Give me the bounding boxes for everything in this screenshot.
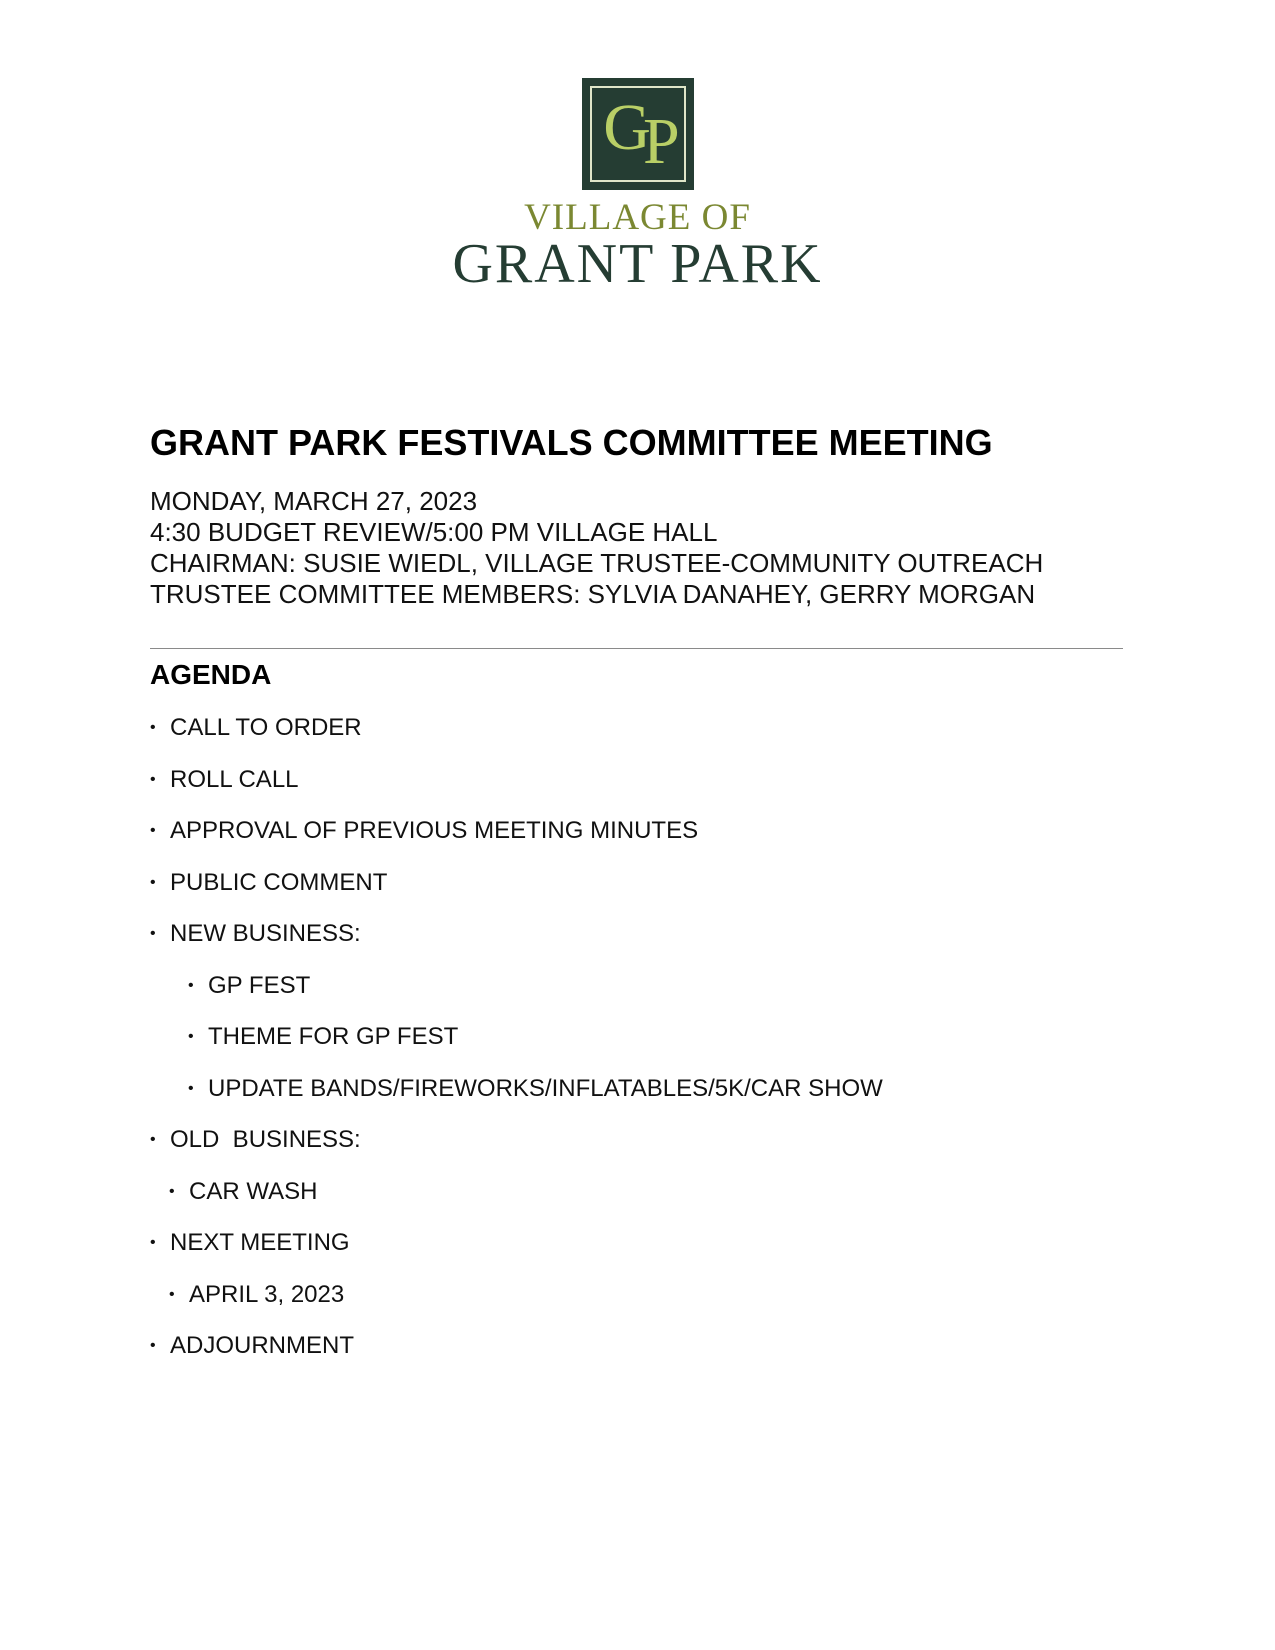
bullet-icon: • bbox=[188, 1028, 194, 1045]
logo-grant-park: GRANT PARK bbox=[452, 233, 823, 295]
monogram-p: P bbox=[642, 105, 672, 178]
agenda-item-text: CAR WASH bbox=[189, 1177, 318, 1205]
agenda-subitem bbox=[150, 1073, 1150, 1125]
agenda-subitem bbox=[150, 1176, 1150, 1228]
agenda-subitem bbox=[150, 970, 1150, 1022]
village-logo bbox=[0, 78, 1275, 295]
bullet-icon: • bbox=[150, 770, 156, 788]
monogram-g: G bbox=[603, 91, 643, 164]
meeting-members: TRUSTEE COMMITTEE MEMBERS: SYLVIA DANAHEY, GERRY MORGAN bbox=[150, 579, 1036, 609]
agenda-item-text: THEME FOR GP FEST bbox=[208, 1023, 459, 1050]
agenda-item bbox=[150, 918, 1150, 970]
meeting-chairman: CHAIRMAN: SUSIE WIEDL, VILLAGE TRUSTEE-COMMUNITY OUTREACH bbox=[150, 548, 1044, 578]
agenda-item-text: NEW BUSINESS: bbox=[170, 920, 361, 947]
monogram-letters bbox=[582, 88, 694, 178]
agenda-item-text: OLD BUSINESS: bbox=[170, 1126, 361, 1153]
agenda-item-text: GP FEST bbox=[208, 971, 311, 999]
bullet-icon: • bbox=[188, 1079, 194, 1097]
agenda-item bbox=[150, 764, 1150, 816]
agenda-item-text: PUBLIC COMMENT bbox=[170, 868, 388, 896]
gp-monogram-mark bbox=[582, 78, 694, 190]
agenda-item-text: UPDATE BANDS/FIREWORKS/INFLATABLES/5K/CAR SHOW bbox=[208, 1074, 883, 1102]
agenda-item bbox=[150, 1124, 1150, 1176]
agenda-item bbox=[150, 1227, 1150, 1279]
agenda-item-text: ADJOURNMENT bbox=[170, 1332, 354, 1359]
agenda-item-text: ROLL CALL bbox=[170, 765, 299, 793]
agenda-subitem bbox=[150, 1021, 1150, 1073]
bullet-icon: • bbox=[169, 1285, 175, 1303]
agenda-subitem bbox=[150, 1279, 1150, 1331]
bullet-icon: • bbox=[150, 1234, 156, 1251]
logo-village-of: VILLAGE OF bbox=[524, 197, 751, 238]
agenda-item bbox=[150, 1330, 1150, 1382]
meeting-time-location: 4:30 BUDGET REVIEW/5:00 PM VILLAGE HALL bbox=[150, 517, 718, 547]
meeting-title: GRANT PARK FESTIVALS COMMITTEE MEETING bbox=[150, 422, 993, 463]
bullet-icon: • bbox=[150, 925, 156, 942]
agenda-item bbox=[150, 712, 1150, 764]
agenda-item-text: CALL TO ORDER bbox=[170, 714, 362, 741]
bullet-icon: • bbox=[188, 976, 194, 994]
bullet-icon: • bbox=[169, 1182, 175, 1200]
bullet-icon: • bbox=[150, 1131, 156, 1148]
bullet-icon: • bbox=[150, 822, 156, 839]
section-divider bbox=[150, 648, 1123, 649]
agenda-item-text: NEXT MEETING bbox=[170, 1229, 350, 1256]
agenda-item-text: APPROVAL OF PREVIOUS MEETING MINUTES bbox=[170, 817, 699, 844]
bullet-icon: • bbox=[150, 873, 156, 891]
agenda-item bbox=[150, 815, 1150, 867]
agenda-item-text: APRIL 3, 2023 bbox=[189, 1280, 345, 1308]
bullet-icon: • bbox=[150, 719, 156, 736]
bullet-icon: • bbox=[150, 1337, 156, 1354]
agenda-heading: AGENDA bbox=[150, 659, 272, 690]
meeting-date: MONDAY, MARCH 27, 2023 bbox=[150, 486, 478, 516]
meeting-info bbox=[150, 486, 1043, 610]
agenda-list bbox=[150, 712, 1150, 1382]
agenda-item bbox=[150, 867, 1150, 919]
